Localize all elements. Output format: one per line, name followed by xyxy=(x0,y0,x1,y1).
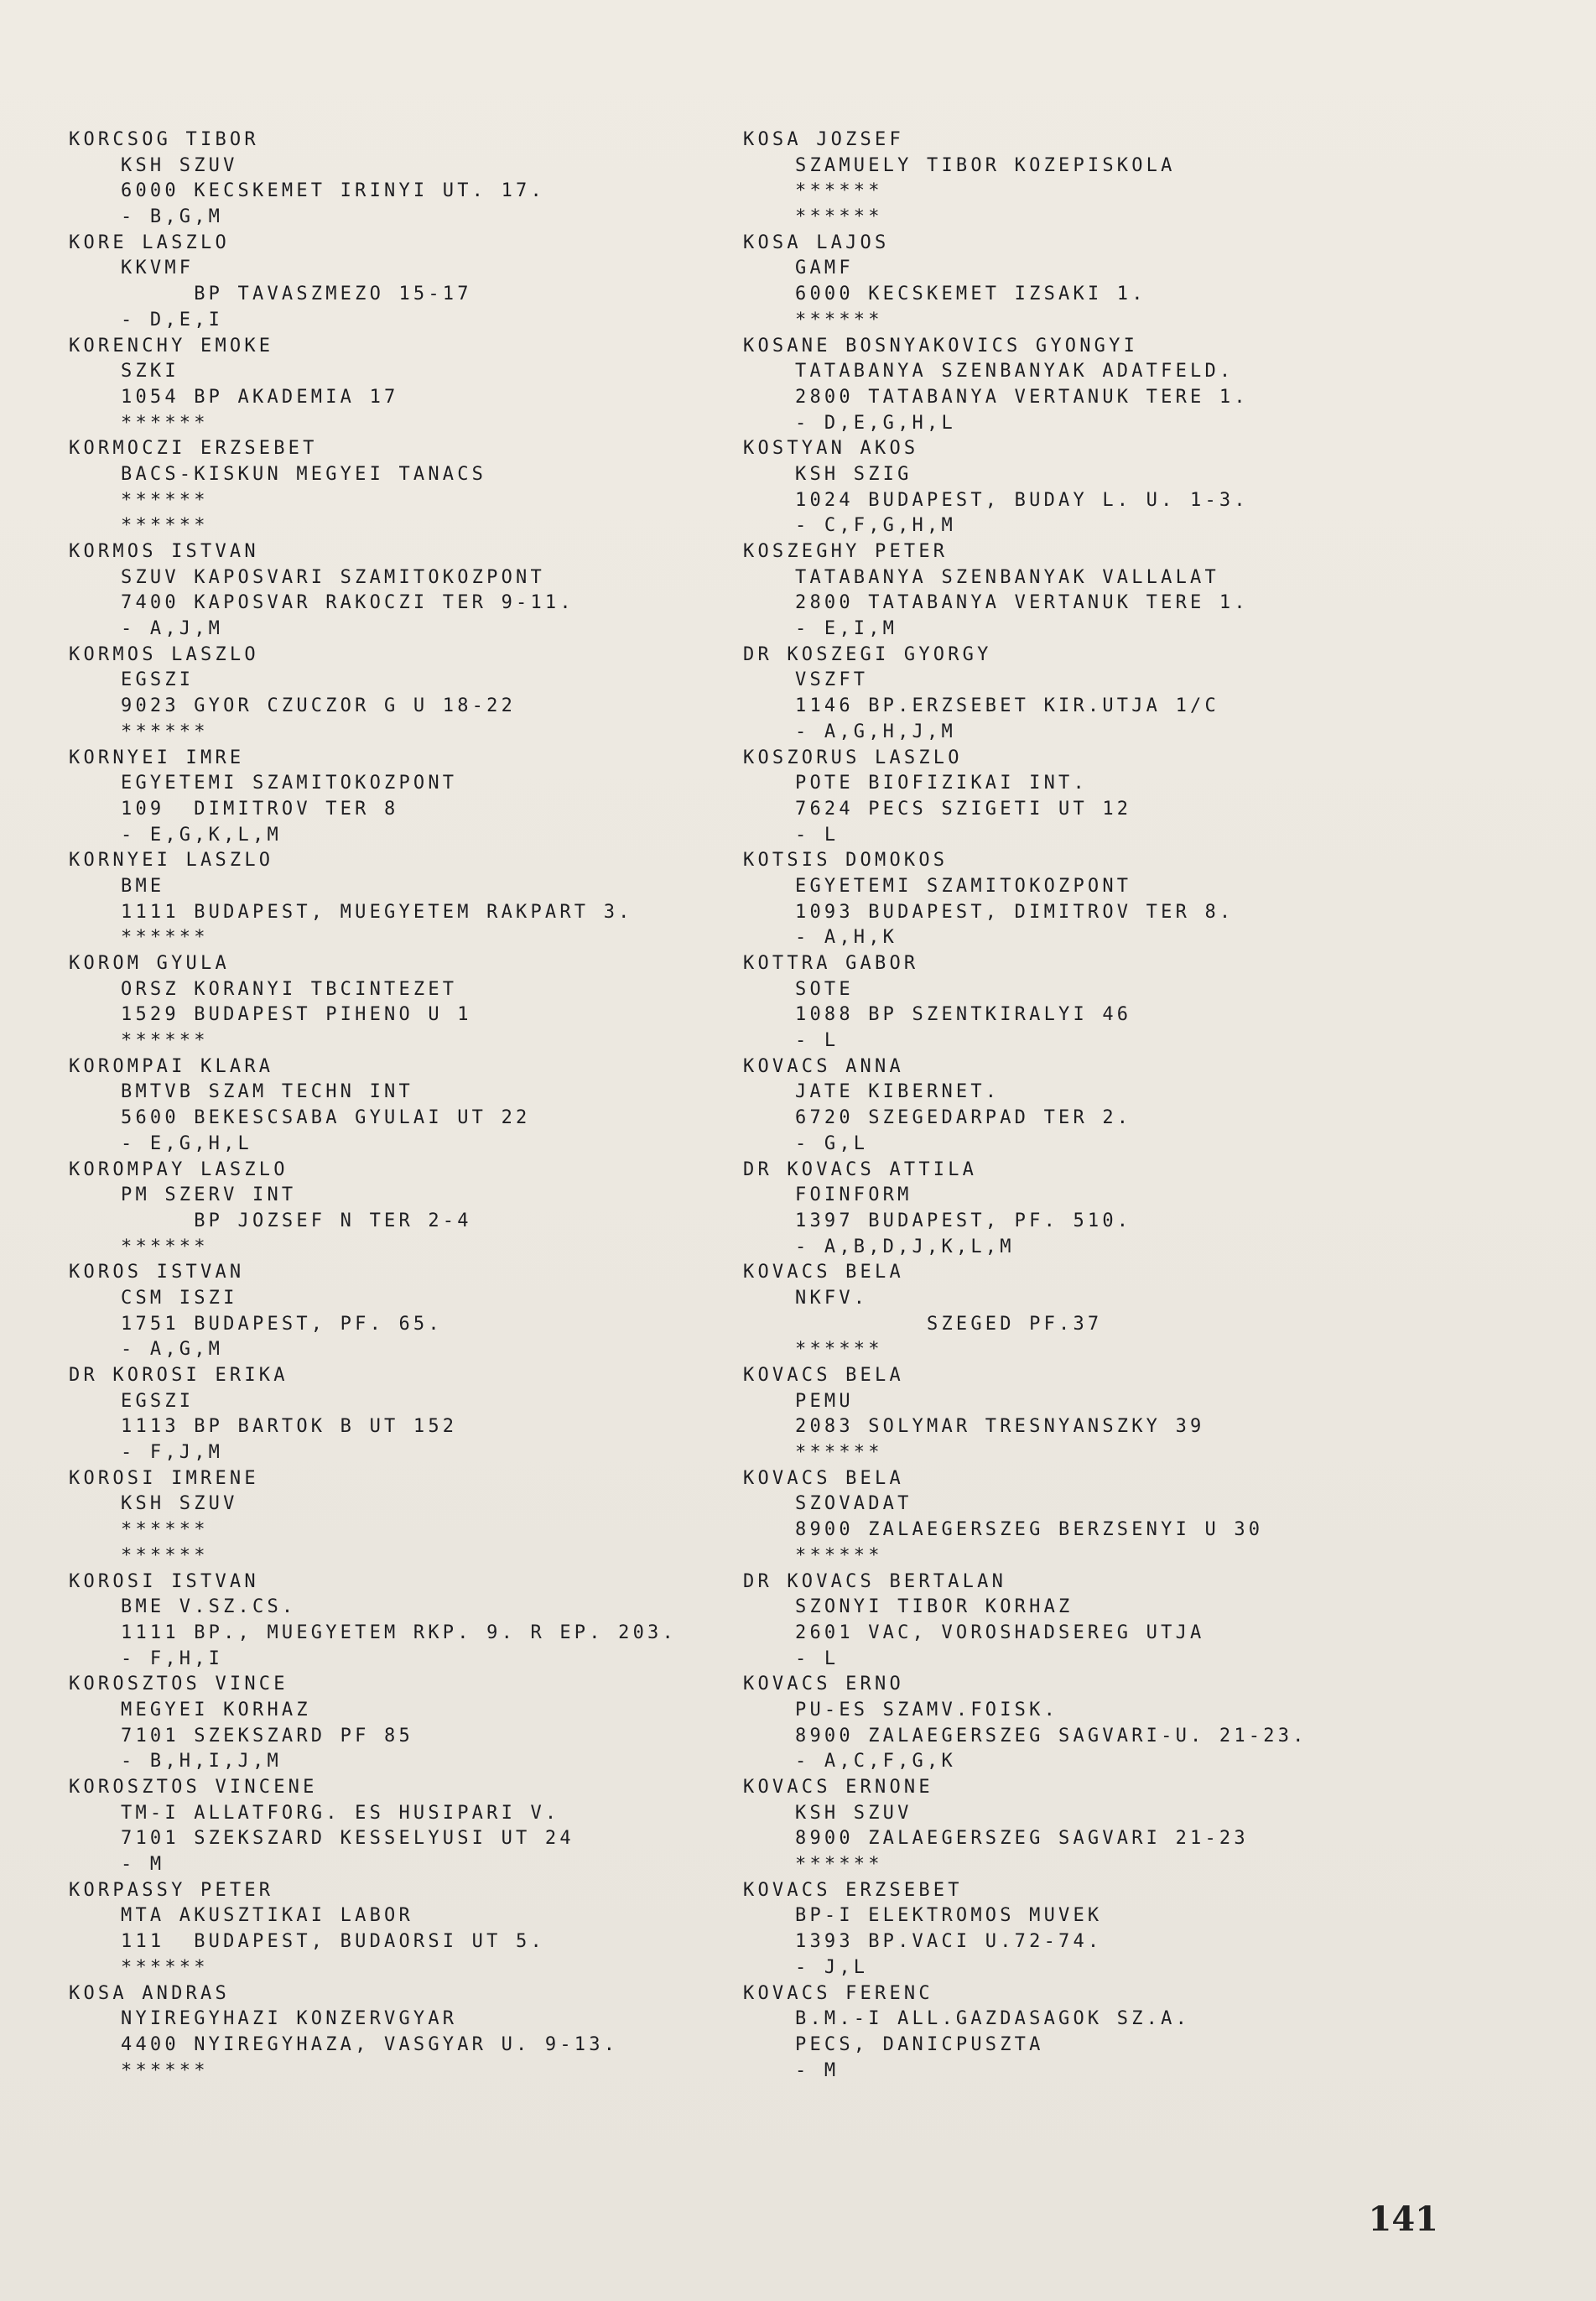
entry-detail-line: 1113 BP BARTOK B UT 152 xyxy=(121,1416,458,1438)
entry-detail-line: 1397 BUDAPEST, PF. 510. xyxy=(795,1210,1132,1231)
entry-detail-line: - A,C,F,G,K xyxy=(795,1751,956,1773)
entry-detail-line: 7624 PECS SZIGETI UT 12 xyxy=(795,798,1132,820)
entry-detail-line: PEMU xyxy=(795,1390,854,1412)
entry-detail-line: 1088 BP SZENTKIRALYI 46 xyxy=(795,1004,1132,1026)
entry-detail-line: 7101 SZEKSZARD KESSELYUSI UT 24 xyxy=(121,1828,574,1850)
entry-name: KORMOCZI ERZSEBET xyxy=(69,438,318,460)
entry-name: DR KOROSI ERIKA xyxy=(69,1365,289,1386)
entry-detail-line: SOTE xyxy=(795,978,854,1000)
entry-detail-line: SZKI xyxy=(121,361,179,383)
entry-detail-line: ****** xyxy=(121,1236,209,1257)
entry-detail-line: EGSZI xyxy=(121,1390,195,1412)
entry-name: KORNYEI LASZLO xyxy=(69,850,274,872)
entry-detail-line: - G,L xyxy=(795,1132,869,1154)
entry-detail-line: SZEGED PF.37 xyxy=(795,1313,1103,1335)
entry-detail-line: B.M.-I ALL.GAZDASAGOK SZ.A. xyxy=(795,2008,1191,2030)
entry-name: KOROSI IMRENE xyxy=(69,1467,259,1489)
entry-detail-line: - A,G,H,J,M xyxy=(795,721,956,742)
entry-detail-line: ****** xyxy=(795,1544,883,1566)
entry-detail-line: KSH SZUV xyxy=(121,1493,238,1515)
entry-detail-line: - A,H,K xyxy=(795,927,898,949)
entry-detail-line: TM-I ALLATFORG. ES HUSIPARI V. xyxy=(121,1802,560,1824)
entry-detail-line: ****** xyxy=(121,412,209,434)
entry-detail-line: ORSZ KORANYI TBCINTEZET xyxy=(121,978,458,1000)
entry-detail-line: KSH SZUV xyxy=(795,1802,912,1824)
entry-detail-line: 8900 ZALAEGERSZEG SAGVARI-U. 21-23. xyxy=(795,1725,1307,1747)
entry-detail-line: POTE BIOFIZIKAI INT. xyxy=(795,773,1088,794)
entry-detail-line: BP-I ELEKTROMOS MUVEK xyxy=(795,1905,1103,1927)
entry-detail-line: JATE KIBERNET. xyxy=(795,1081,1001,1103)
entry-name: KOVACS ERNO xyxy=(743,1674,904,1695)
entry-detail-line: 7101 SZEKSZARD PF 85 xyxy=(121,1725,413,1747)
entry-detail-line: KKVMF xyxy=(121,258,195,279)
entry-name: KOROSZTOS VINCE xyxy=(69,1674,289,1695)
entry-detail-line: PECS, DANICPUSZTA xyxy=(795,2033,1044,2055)
entry-detail-line: - A,J,M xyxy=(121,618,224,640)
entry-detail-line: 8900 ZALAEGERSZEG SAGVARI 21-23 xyxy=(795,1828,1249,1850)
entry-detail-line: 5600 BEKESCSABA GYULAI UT 22 xyxy=(121,1107,531,1129)
entry-detail-line: ****** xyxy=(121,515,209,537)
entry-detail-line: MTA AKUSZTIKAI LABOR xyxy=(121,1905,413,1927)
entry-detail-line: 6000 KECSKEMET IRINYI UT. 17. xyxy=(121,180,545,202)
entry-detail-line: 109 DIMITROV TER 8 xyxy=(121,798,399,820)
entry-detail-line: - E,G,K,L,M xyxy=(121,824,282,846)
entry-name: KOTSIS DOMOKOS xyxy=(743,850,949,872)
entry-detail-line: 2800 TATABANYA VERTANUK TERE 1. xyxy=(795,386,1249,408)
entry-name: KOSA JOZSEF xyxy=(743,129,904,150)
entry-detail-line: FOINFORM xyxy=(795,1184,912,1206)
entry-detail-line: 111 BUDAPEST, BUDAORSI UT 5. xyxy=(121,1931,545,1953)
entry-detail-line: SZUV KAPOSVARI SZAMITOKOZPONT xyxy=(121,566,545,588)
entry-name: KOROMPAY LASZLO xyxy=(69,1158,289,1180)
entry-detail-line: - D,E,I xyxy=(121,309,224,331)
page-number: 141 xyxy=(1368,2199,1438,2239)
entry-name: KOVACS BELA xyxy=(743,1467,904,1489)
entry-detail-line: SZOVADAT xyxy=(795,1493,912,1515)
entry-detail-line: 2800 TATABANYA VERTANUK TERE 1. xyxy=(795,592,1249,614)
entry-name: KOVACS BELA xyxy=(743,1262,904,1283)
left-column xyxy=(69,128,773,2084)
entry-name: KOSA ANDRAS xyxy=(69,1982,230,2004)
entry-detail-line: ****** xyxy=(795,1854,883,1876)
entry-detail-line: ****** xyxy=(795,1339,883,1361)
entry-name: KOVACS ANNA xyxy=(743,1055,904,1077)
entry-detail-line: BME xyxy=(121,875,165,897)
entry-detail-line: GAMF xyxy=(795,258,854,279)
entry-detail-line: BACS-KISKUN MEGYEI TANACS xyxy=(121,463,487,485)
entry-detail-line: ****** xyxy=(795,309,883,331)
entry-detail-line: PM SZERV INT xyxy=(121,1184,297,1206)
entry-detail-line: ****** xyxy=(121,1956,209,1978)
entry-detail-line: ****** xyxy=(795,206,883,228)
entry-name: DR KOVACS ATTILA xyxy=(743,1158,978,1180)
entry-name: KOROMPAI KLARA xyxy=(69,1055,274,1077)
entry-name: KORMOS LASZLO xyxy=(69,643,259,665)
entry-detail-line: VSZFT xyxy=(795,669,869,691)
entry-name: KOVACS ERNONE xyxy=(743,1777,933,1798)
entry-detail-line: 6000 KECSKEMET IZSAKI 1. xyxy=(795,284,1146,305)
entry-detail-line: CSM ISZI xyxy=(121,1287,238,1309)
entry-name: KOVACS BELA xyxy=(743,1365,904,1386)
entry-detail-line: EGYETEMI SZAMITOKOZPONT xyxy=(795,875,1132,897)
entry-detail-line: 9023 GYOR CZUCZOR G U 18-22 xyxy=(121,695,517,717)
entry-name: KORE LASZLO xyxy=(69,232,230,253)
entry-name: KORMOS ISTVAN xyxy=(69,541,259,562)
entry-name: KOSANE BOSNYAKOVICS GYONGYI xyxy=(743,335,1139,357)
entry-detail-line: 2083 SOLYMAR TRESNYANSZKY 39 xyxy=(795,1416,1205,1438)
entry-detail-line: 1146 BP.ERZSEBET KIR.UTJA 1/C xyxy=(795,695,1219,717)
entry-detail-line: - D,E,G,H,L xyxy=(795,412,956,434)
entry-detail-line: SZAMUELY TIBOR KOZEPISKOLA xyxy=(795,154,1176,176)
entry-detail-line: - E,I,M xyxy=(795,618,898,640)
entry-detail-line: 2601 VAC, VOROSHADSEREG UTJA xyxy=(795,1622,1205,1643)
entry-detail-line: - B,G,M xyxy=(121,206,224,228)
entry-detail-line: - L xyxy=(795,824,840,846)
entry-detail-line: - F,J,M xyxy=(121,1442,224,1464)
entry-detail-line: 1111 BUDAPEST, MUEGYETEM RAKPART 3. xyxy=(121,901,633,923)
entry-detail-line: - E,G,H,L xyxy=(121,1132,253,1154)
entry-detail-line: ****** xyxy=(795,1442,883,1464)
entry-detail-line: BME V.SZ.CS. xyxy=(121,1596,297,1618)
entry-detail-line: NKFV. xyxy=(795,1287,869,1309)
entry-detail-line: ****** xyxy=(121,927,209,949)
entry-detail-line: 6720 SZEGEDARPAD TER 2. xyxy=(795,1107,1132,1129)
entry-detail-line: - J,L xyxy=(795,1956,869,1978)
entry-name: KOTTRA GABOR xyxy=(743,953,919,974)
entry-detail-line: ****** xyxy=(121,1030,209,1052)
entry-detail-line: NYIREGYHAZI KONZERVGYAR xyxy=(121,2008,458,2030)
entry-detail-line: 1529 BUDAPEST PIHENO U 1 xyxy=(121,1004,472,1026)
entry-detail-line: 1024 BUDAPEST, BUDAY L. U. 1-3. xyxy=(795,489,1249,511)
entry-detail-line: EGSZI xyxy=(121,669,195,691)
entry-name: DR KOVACS BERTALAN xyxy=(743,1570,1007,1592)
entry-name: KOVACS ERZSEBET xyxy=(743,1879,963,1901)
entry-name: KOSZEGHY PETER xyxy=(743,541,949,562)
entry-detail-line: ****** xyxy=(795,180,883,202)
entry-detail-line: - A,B,D,J,K,L,M xyxy=(795,1236,1015,1257)
entry-detail-line: PU-ES SZAMV.FOISK. xyxy=(795,1699,1059,1721)
entry-detail-line: ****** xyxy=(121,1544,209,1566)
entry-detail-line: TATABANYA SZENBANYAK ADATFELD. xyxy=(795,361,1235,383)
entry-detail-line: KSH SZUV xyxy=(121,154,238,176)
entry-name: KOROSZTOS VINCENE xyxy=(69,1777,318,1798)
entry-detail-line: MEGYEI KORHAZ xyxy=(121,1699,311,1721)
entry-detail-line: 1093 BUDAPEST, DIMITROV TER 8. xyxy=(795,901,1235,923)
entry-detail-line: 4400 NYIREGYHAZA, VASGYAR U. 9-13. xyxy=(121,2033,619,2055)
entry-name: KOROM GYULA xyxy=(69,953,230,974)
entry-detail-line: KSH SZIG xyxy=(795,463,912,485)
entry-detail-line: ****** xyxy=(121,2059,209,2081)
entry-name: KORENCHY EMOKE xyxy=(69,335,274,357)
right-column xyxy=(743,128,1448,2084)
entry-detail-line: 8900 ZALAEGERSZEG BERZSENYI U 30 xyxy=(795,1519,1264,1541)
entry-name: KOROSI ISTVAN xyxy=(69,1570,259,1592)
entry-detail-line: 1393 BP.VACI U.72-74. xyxy=(795,1931,1103,1953)
entry-name: KORNYEI IMRE xyxy=(69,747,245,768)
entry-detail-line: ****** xyxy=(121,1519,209,1541)
entry-detail-line: 1111 BP., MUEGYETEM RKP. 9. R EP. 203. xyxy=(121,1622,677,1643)
entry-detail-line: - A,G,M xyxy=(121,1339,224,1361)
entry-detail-line: - C,F,G,H,M xyxy=(795,515,956,537)
entry-detail-line: - L xyxy=(795,1648,840,1669)
entry-detail-line: SZONYI TIBOR KORHAZ xyxy=(795,1596,1074,1618)
entry-detail-line: ****** xyxy=(121,489,209,511)
entry-detail-line: - L xyxy=(795,1030,840,1052)
entry-detail-line: BP TAVASZMEZO 15-17 xyxy=(121,284,472,305)
entry-detail-line: BP JOZSEF N TER 2-4 xyxy=(121,1210,472,1231)
entry-detail-line: - M xyxy=(795,2059,840,2081)
entry-name: DR KOSZEGI GYORGY xyxy=(743,643,992,665)
entry-detail-line: - F,H,I xyxy=(121,1648,224,1669)
entry-name: KORCSOG TIBOR xyxy=(69,129,259,150)
entry-name: KOROS ISTVAN xyxy=(69,1262,245,1283)
entry-detail-line: - M xyxy=(121,1854,165,1876)
entry-detail-line: 7400 KAPOSVAR RAKOCZI TER 9-11. xyxy=(121,592,574,614)
entry-detail-line: TATABANYA SZENBANYAK VALLALAT xyxy=(795,566,1219,588)
entry-name: KORPASSY PETER xyxy=(69,1879,274,1901)
entry-detail-line: BMTVB SZAM TECHN INT xyxy=(121,1081,413,1103)
entry-name: KOVACS FERENC xyxy=(743,1982,933,2004)
entry-name: KOSZORUS LASZLO xyxy=(743,747,963,768)
entry-detail-line: EGYETEMI SZAMITOKOZPONT xyxy=(121,773,458,794)
entry-detail-line: - B,H,I,J,M xyxy=(121,1751,282,1773)
entry-detail-line: ****** xyxy=(121,721,209,742)
entry-name: KOSA LAJOS xyxy=(743,232,890,253)
entry-name: KOSTYAN AKOS xyxy=(743,438,919,460)
entry-detail-line: 1751 BUDAPEST, PF. 65. xyxy=(121,1313,443,1335)
entry-detail-line: 1054 BP AKADEMIA 17 xyxy=(121,386,399,408)
